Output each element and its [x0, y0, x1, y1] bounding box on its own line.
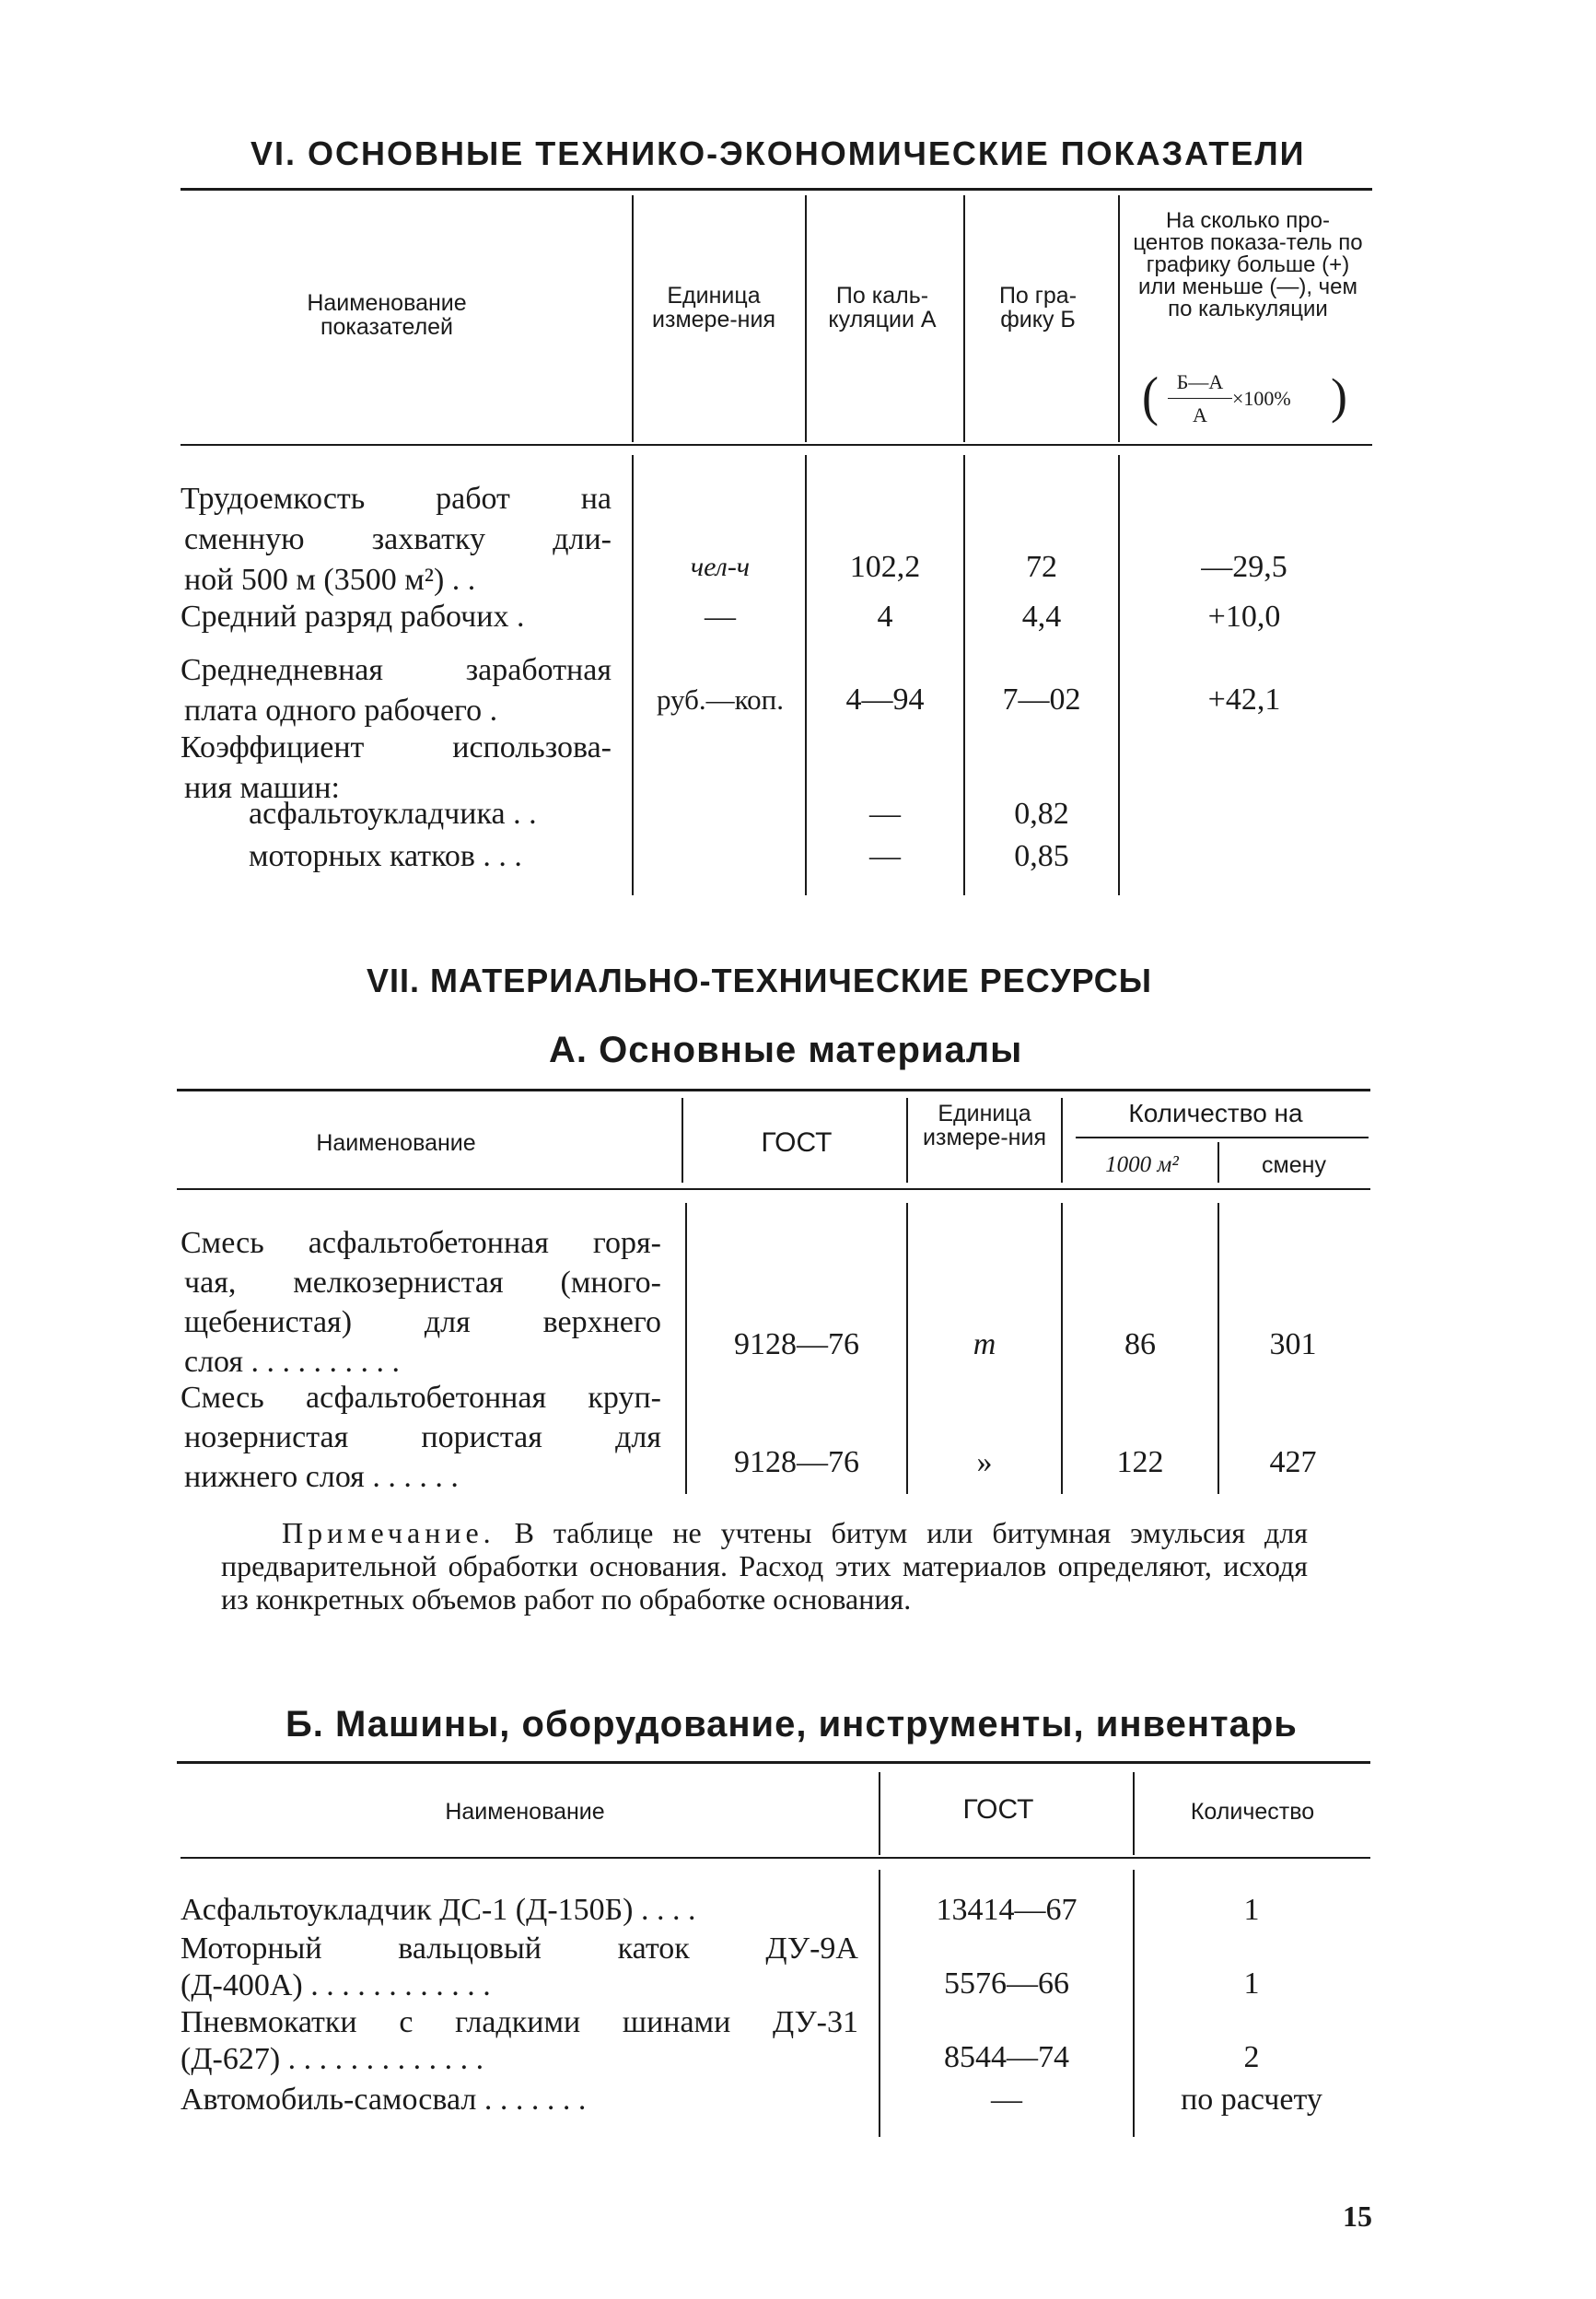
ta-row1-line4: слоя . . . . . . . . . .: [184, 1345, 401, 1379]
t6-row4-name-line2: ния машин:: [184, 771, 340, 805]
ta-row1-line3: щебенистая) для верхнего: [184, 1305, 661, 1339]
t6-row3-name: [181, 650, 612, 731]
table-b-header-rule: [181, 1857, 1370, 1859]
ta-row1-gost: 9128—76: [734, 1327, 859, 1361]
tb-header-qty: Количество: [1190, 1799, 1315, 1825]
ta-vline-3: [1061, 1098, 1063, 1183]
t6-row3-graph: 7—02: [1002, 683, 1081, 717]
t6-row2-name: Средний разряд рабочих .: [181, 600, 525, 634]
t6-row2-graph: 4,4: [1021, 600, 1062, 634]
table-6-top-rule: [181, 188, 1372, 191]
t6-row3-name-line1: Среднедневная заработная: [181, 653, 612, 687]
ta-row2-line1: Смесь асфальтобетонная круп-: [181, 1381, 661, 1415]
t6-row2-pct: +10,0: [1207, 600, 1281, 634]
note-label: Примечание.: [282, 1516, 495, 1549]
t6-header-graph: По гра-фику Б: [998, 283, 1078, 333]
tb-header-gost: ГОСТ: [962, 1794, 1034, 1825]
t6-header-name: Наименование показателей: [307, 290, 467, 340]
t6-row1-name-line3: ной 500 м (3500 м²) . .: [184, 563, 476, 597]
tb-row4-name: Автомобиль-самосвал . . . . . . .: [181, 2083, 587, 2117]
tb-row2-name: [181, 1931, 858, 2004]
ta-row2-line3: нижнего слоя . . . . . .: [184, 1460, 459, 1494]
t6-vline-3: [963, 195, 965, 442]
t6-row6-graph: 0,85: [1014, 839, 1069, 873]
ta-row2-q2: 427: [1269, 1445, 1317, 1479]
table-6-header-rule: [181, 444, 1372, 446]
t6-header-formula: ( Б—А А ×100% ): [1142, 366, 1347, 426]
t6-vline-4: [1118, 195, 1120, 442]
ta-row2-line2: нозернистая пористая для: [184, 1420, 661, 1454]
note-text: В таблице не учтены битум или битумная эмульсия для предварительной обработки основания. Расход этих материалов определяют, исходя из конкретных объемов работ по обработке основания.: [221, 1516, 1308, 1616]
tb-row3-qty: 2: [1243, 2040, 1260, 2074]
tb-row1-gost: 13414—67: [936, 1893, 1078, 1927]
t6-header-unit: Единица измере-ния: [652, 283, 775, 333]
tb-row2-qty: 1: [1243, 1966, 1260, 2001]
formula-numerator: Б—А: [1176, 370, 1224, 393]
tb-row2-gost: 5576—66: [944, 1966, 1069, 2001]
section-6-title: VI. ОСНОВНЫЕ ТЕХНИКО-ЭКОНОМИЧЕСКИЕ ПОКАЗАТЕЛИ: [250, 134, 1306, 172]
t6-body-vline-1: [632, 455, 634, 895]
tb-header-name: Наименование: [445, 1799, 605, 1825]
ta-row2-q1: 122: [1116, 1445, 1164, 1479]
ta-header-qty: Количество на: [1128, 1099, 1303, 1127]
tb-row3-name: [181, 2004, 858, 2078]
ta-row1-name: [181, 1223, 661, 1382]
t6-row3-name-line2: плата одного рабочего .: [184, 694, 498, 728]
t6-row1-pct: —29,5: [1201, 550, 1287, 584]
t6-row1-name-line1: Трудоемкость работ на: [181, 482, 612, 516]
ta-header-qty2: смену: [1262, 1152, 1326, 1178]
ta-row1-q2: 301: [1269, 1327, 1317, 1361]
tb-row2-line2: (Д-400А) . . . . . . . . . . . .: [181, 1968, 491, 2002]
section-7-title: VII. МАТЕРИАЛЬНО-ТЕХНИЧЕСКИЕ РЕСУРСЫ: [367, 962, 1153, 999]
materials-note: [221, 1516, 1308, 1616]
tb-row2-line1: Моторный вальцовый каток ДУ-9А: [181, 1931, 858, 1966]
t6-row1-calc: 102,2: [849, 550, 921, 584]
tb-vline-1: [879, 1772, 880, 1855]
ta-row1-line2: чая, мелкозернистая (много-: [184, 1266, 661, 1300]
tb-row1-qty: 1: [1243, 1893, 1260, 1927]
tb-row3-line1: Пневмокатки с гладкими шинами ДУ-31: [181, 2005, 858, 2039]
formula-multiplier: ×100%: [1232, 387, 1291, 410]
t6-row5-calc: —: [869, 797, 901, 831]
table-a-top-rule: [177, 1089, 1370, 1091]
ta-row2-gost: 9128—76: [734, 1445, 859, 1479]
ta-header-gost: ГОСТ: [761, 1127, 833, 1158]
t6-vline-1: [632, 195, 634, 442]
ta-qty-subrule: [1076, 1137, 1369, 1138]
subsection-a-title: А. Основные материалы: [549, 1030, 1023, 1070]
ta-vline-1: [682, 1098, 683, 1183]
t6-row1-graph: 72: [1026, 550, 1057, 584]
t6-row1-unit: чел-ч: [690, 552, 751, 582]
ta-row1-q1: 86: [1124, 1327, 1156, 1361]
t6-row5-name: асфальтоукладчика . .: [249, 797, 537, 831]
tb-row1-name: Асфальтоукладчик ДС-1 (Д-150Б) . . . .: [181, 1893, 696, 1927]
t6-row3-calc: 4—94: [845, 683, 925, 717]
t6-row3-unit: руб.—коп.: [656, 683, 785, 716]
formula-bar: [1168, 398, 1232, 399]
t6-header-calc: По каль-куляции А: [828, 283, 937, 333]
ta-row2-unit: »: [976, 1445, 993, 1479]
t6-row6-name: моторных катков . . .: [249, 839, 522, 873]
ta-header-unit: Единица измере-ния: [923, 1101, 1046, 1150]
ta-vline-4: [1217, 1142, 1219, 1183]
t6-row2-calc: 4: [877, 600, 893, 634]
t6-row2-unit: —: [705, 600, 736, 634]
tb-vline-2: [1133, 1772, 1135, 1855]
t6-header-pct: На сколько про-центов показа-тель по графику больше (+) или меньше (—), чем по калькуляции: [1133, 208, 1363, 321]
tb-row3-line2: (Д-627) . . . . . . . . . . . . .: [181, 2042, 484, 2076]
ta-row2-name: [181, 1378, 661, 1497]
ta-header-qty1: 1000 м²: [1105, 1152, 1179, 1177]
t6-row1-name: [181, 479, 612, 601]
tb-row3-gost: 8544—74: [944, 2040, 1069, 2074]
tb-row4-gost: —: [991, 2083, 1022, 2117]
t6-row5-graph: 0,82: [1014, 797, 1069, 831]
formula-denominator: А: [1193, 403, 1207, 426]
t6-vline-2: [805, 195, 807, 442]
page-number: 15: [1343, 2200, 1372, 2233]
ta-vline-2: [906, 1098, 908, 1183]
t6-body-vline-4: [1118, 455, 1120, 895]
table-a-header-rule: [177, 1188, 1370, 1190]
ta-row1-unit: т: [973, 1327, 996, 1361]
ta-row1-line1: Смесь асфальтобетонная горя-: [181, 1226, 661, 1260]
subsection-b-title: Б. Машины, оборудование, инструменты, инвентарь: [285, 1704, 1298, 1745]
t6-row1-name-line2: сменную захватку дли-: [184, 522, 612, 556]
t6-row3-pct: +42,1: [1207, 683, 1281, 717]
t6-row6-calc: —: [869, 839, 901, 873]
t6-row4-name-line1: Коэффициент использова-: [181, 730, 612, 764]
tb-row4-qty: по расчету: [1181, 2083, 1322, 2117]
ta-header-name: Наименование: [316, 1130, 476, 1156]
table-b-top-rule: [177, 1761, 1370, 1764]
